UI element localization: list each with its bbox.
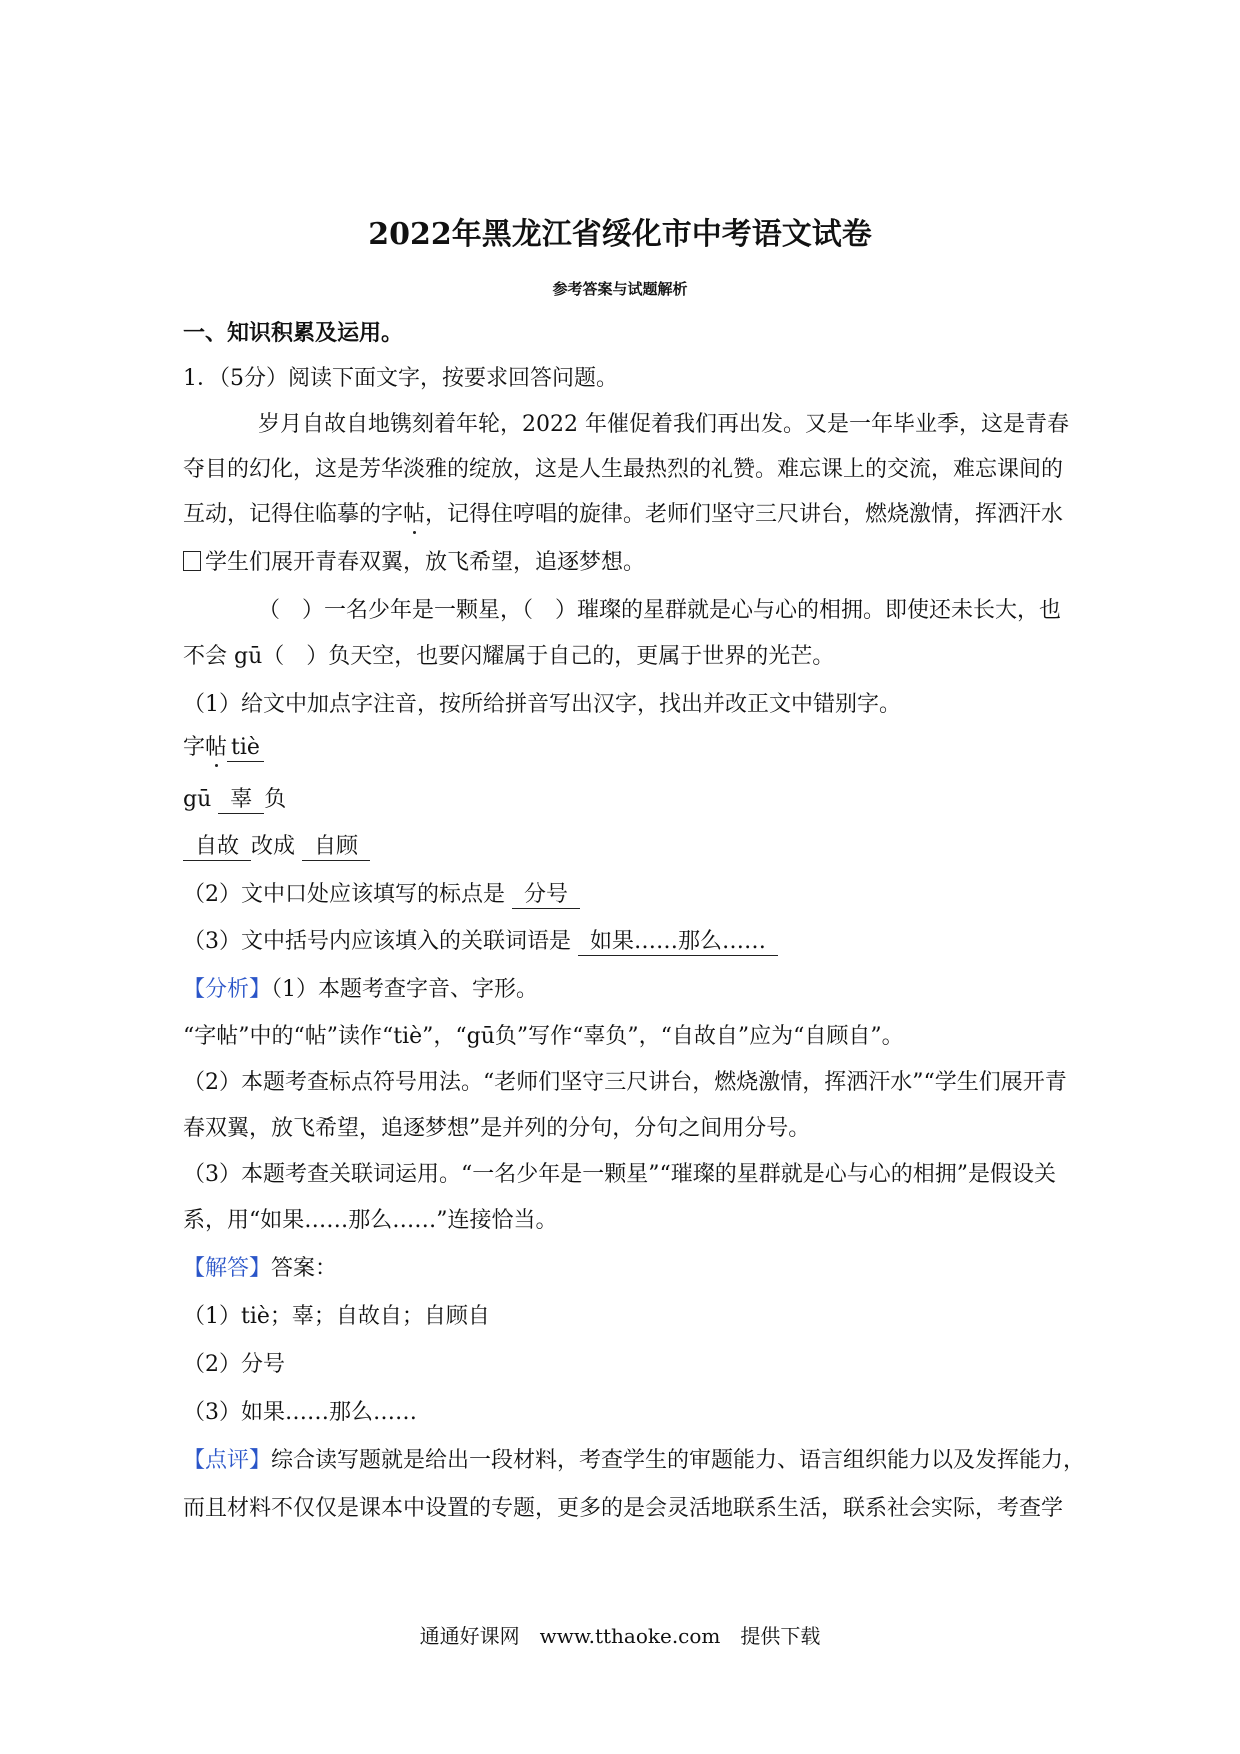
question-text: （3）文中括号内应该填入的关联词语是 (183, 929, 571, 954)
comment-line: 而且材料不仅仅是课本中设置的专题，更多的是会灵活地联系生活，联系社会实际，考查学 (183, 1496, 1064, 1521)
subquestion-3 (183, 927, 778, 957)
answer-value: 辜 (218, 787, 264, 814)
answer-label: gū (183, 787, 212, 812)
passage-text: 互动，记得住临摹的字 (183, 502, 404, 527)
question-text: （2）文中口处应该填写的标点是 (183, 882, 505, 907)
question-intro: 1．（5分）阅读下面文字，按要求回答问题。 (183, 366, 618, 391)
answer-row (183, 832, 370, 862)
analysis-line: 春双翼，放飞希望，追逐梦想”是并列的分句，分句之间用分号。 (183, 1116, 811, 1141)
passage-line (183, 500, 1063, 530)
answer-value: 分号 (512, 882, 580, 909)
comment-text: 综合读写题就是给出一段材料，考查学生的审题能力、语言组织能力以及发挥能力， (271, 1448, 1086, 1473)
page-footer: 通通好课网 www.tthaoke.com 提供下载 (419, 1624, 821, 1648)
analysis-line: “字帖”中的“帖”读作“tiè”，“gū负”写作“辜负”，“自故自”应为“自顾自”。 (183, 1024, 904, 1049)
analysis-tag: 【分析】 (183, 977, 272, 1002)
subquestion-2 (183, 880, 580, 910)
passage-line: 岁月自故自地镌刻着年轮，2022 年催促着我们再出发。又是一年毕业季，这是青春 (258, 412, 1069, 437)
subquestion-1: （1）给文中加点字注音，按所给拼音写出汉字，找出并改正文中错别字。 (183, 692, 901, 717)
section-heading: 一、知识积累及运用。 (183, 320, 404, 346)
dotted-character: 帖 (205, 735, 228, 760)
analysis-text: （1）本题考查字音、字形。 (271, 977, 539, 1002)
answer-line: （2）分号 (183, 1352, 285, 1377)
dotted-character: 帖 (403, 502, 426, 527)
answer-value: tiè (227, 735, 264, 762)
answer-section (183, 1254, 337, 1284)
answer-tag: 【解答】 (183, 1256, 272, 1281)
answer-value: 自顾 (302, 834, 370, 861)
passage-text: 学生们展开青春双翼，放飞希望，追逐梦想。 (205, 550, 646, 575)
answer-row (183, 733, 264, 763)
answer-line: （3）如果……那么…… (183, 1400, 417, 1425)
passage-line: 夺目的幻化，这是芳华淡雅的绽放，这是人生最热烈的礼赞。难忘课上的交流，难忘课间的 (183, 457, 1064, 482)
passage-line: （ ）一名少年是一颗星，（ ）璀璨的星群就是心与心的相拥。即使还未长大，也 (258, 598, 1062, 623)
answer-label: 负 (264, 787, 287, 812)
page-subtitle: 参考答案与试题解析 (552, 280, 688, 298)
page-title: 2022年黑龙江省绥化市中考语文试卷 (368, 217, 872, 252)
analysis-row (183, 975, 538, 1005)
analysis-line: （2）本题考查标点符号用法。“老师们坚守三尺讲台，燃烧激情，挥洒汗水”“学生们展开青 (183, 1070, 1067, 1095)
analysis-line: 系，用“如果……那么……”连接恰当。 (183, 1208, 558, 1233)
answer-label: 字 (183, 735, 206, 760)
blank-box (183, 551, 201, 571)
answer-value: 自故 (183, 834, 251, 861)
analysis-line: （3）本题考查关联词运用。“一名少年是一颗星”“璀璨的星群就是心与心的相拥”是假设关 (183, 1162, 1056, 1187)
comment-tag: 【点评】 (183, 1448, 272, 1473)
answer-label: 改成 (251, 834, 296, 859)
passage-line (183, 548, 645, 578)
passage-line: 不会 gū（ ）负天空，也要闪耀属于自己的，更属于世界的光芒。 (183, 644, 835, 669)
answer-row (183, 785, 286, 815)
answer-value: 如果……那么…… (578, 929, 778, 956)
passage-text: ，记得住哼唱的旋律。老师们坚守三尺讲台，燃烧激情，挥洒汗水 (425, 502, 1064, 527)
answer-line: （1）tiè；辜；自故自；自顾自 (183, 1304, 490, 1329)
answer-label: 答案： (271, 1256, 338, 1281)
comment-row (183, 1446, 1085, 1476)
